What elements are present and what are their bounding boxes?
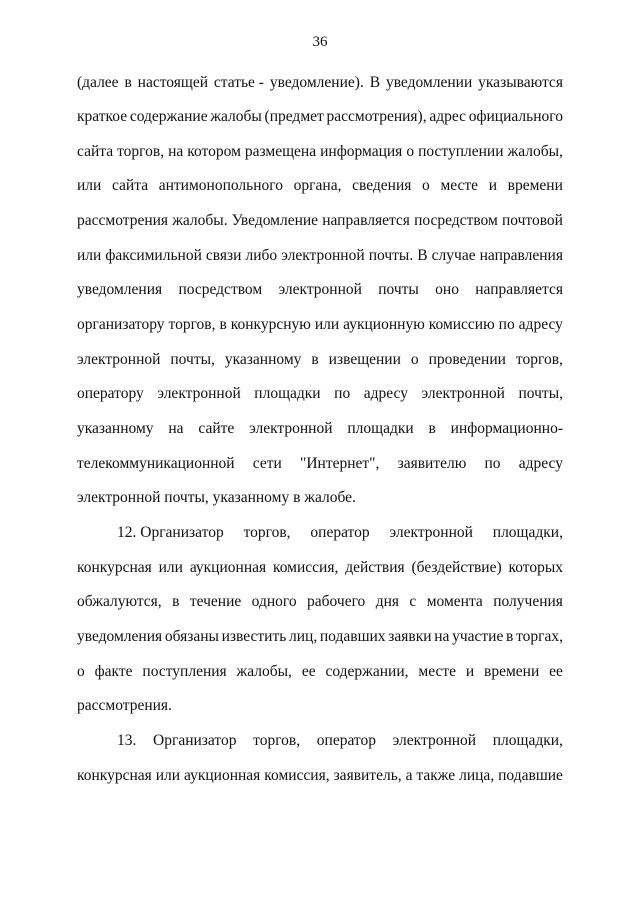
word: Организатор (153, 732, 237, 749)
word: посредством (414, 212, 498, 229)
word: на (168, 143, 184, 160)
word: случае (431, 247, 476, 264)
word: оператору (77, 385, 144, 402)
word: извещении (328, 351, 401, 368)
word: торгах, (516, 628, 563, 645)
word: комиссию (428, 316, 495, 333)
word: сведения (352, 177, 412, 194)
word: рассмотрения (77, 212, 169, 229)
word: почты, (518, 385, 563, 402)
word: по (484, 455, 501, 472)
word: связи (205, 247, 242, 264)
word: уведомлении (385, 74, 473, 91)
word: времени (507, 177, 563, 194)
word: проведении (428, 351, 506, 368)
word: направляется (475, 281, 563, 298)
text-line (77, 176, 563, 196)
word: или (77, 247, 102, 264)
word: почты, (170, 351, 215, 368)
word: электронной почты, указанному в жалобе. (77, 489, 356, 506)
word: сайте (198, 420, 235, 437)
text-line (77, 627, 563, 647)
word: адресу (363, 385, 408, 402)
word: известить (221, 628, 287, 645)
word: адресу (518, 316, 563, 333)
word: электронной (389, 524, 473, 541)
word: о (410, 351, 419, 368)
word: в (428, 420, 436, 437)
word: оператор (310, 524, 370, 541)
word: одного (251, 593, 297, 610)
word: рассмотрения. (77, 697, 172, 714)
word: комиссия, (272, 559, 339, 576)
word: с (409, 593, 417, 610)
word: (бездействие) (411, 559, 502, 576)
word: котором (187, 143, 241, 160)
text-line (77, 142, 563, 162)
text-line (77, 662, 563, 682)
word: также (416, 767, 456, 784)
word: (предмет (264, 108, 324, 125)
word: подавших (319, 628, 386, 645)
word: в (506, 628, 514, 645)
word: сети (252, 455, 282, 472)
word: торгов, (515, 351, 563, 368)
text-line (117, 523, 563, 543)
word: направляется (322, 212, 410, 229)
word: торгов, (243, 524, 291, 541)
word: поступлении (418, 143, 504, 160)
word: конкурсная (77, 767, 152, 784)
word: содержание (129, 108, 208, 125)
word: электронной (421, 385, 505, 402)
word: 13. (117, 732, 137, 749)
word: указываются (478, 74, 563, 91)
word: а (405, 767, 413, 784)
word: 12. Организатор (117, 524, 224, 541)
word: адресу (518, 455, 563, 472)
word: площадки (254, 385, 321, 402)
word: или (155, 767, 181, 784)
word: адрес (429, 108, 466, 125)
word: времени (484, 663, 540, 680)
word: действия (345, 559, 405, 576)
word: указанному (77, 420, 154, 437)
word: жалобы, (236, 663, 292, 680)
word: информационно- (450, 420, 563, 437)
word: о (422, 177, 430, 194)
text-line (77, 384, 563, 404)
text-line (77, 592, 563, 612)
word: по (498, 316, 515, 333)
word: ее (549, 663, 563, 680)
word: или (77, 177, 102, 194)
word: обжалуются, (77, 593, 162, 610)
word: и (465, 663, 475, 680)
word: почты (378, 281, 419, 298)
page-number: 36 (312, 34, 328, 50)
text-line (77, 350, 563, 370)
word: (далее (77, 74, 119, 91)
word: сайта (77, 143, 114, 160)
word: статье - (213, 74, 264, 91)
text-line (77, 488, 563, 508)
word: органа, (293, 177, 342, 194)
word: о (77, 663, 85, 680)
word: лиц, (289, 628, 318, 645)
word: аукционная (189, 559, 267, 576)
word: электронной (392, 732, 477, 749)
word: официального (468, 108, 563, 125)
word: В (369, 74, 381, 91)
text-line (77, 280, 563, 300)
word: электронной (157, 385, 241, 402)
word: конкурсная (77, 559, 152, 576)
word: или (158, 559, 183, 576)
text-line (77, 211, 563, 231)
word: в (219, 316, 227, 333)
word: либо (245, 247, 278, 264)
word: в (172, 593, 180, 610)
text-line (77, 419, 563, 439)
text-line (77, 246, 563, 266)
word: размещена (244, 143, 317, 160)
word: подавшие (498, 767, 563, 784)
word: обязаны (164, 628, 219, 645)
word: заявителю (397, 455, 467, 472)
word: В (417, 247, 428, 264)
word: торгов, (168, 316, 216, 333)
word: электронной (281, 247, 365, 264)
word: аукционная (184, 767, 261, 784)
word: поступления (142, 663, 227, 680)
word: на (168, 420, 184, 437)
word: лица, (459, 767, 495, 784)
word: электронной (249, 420, 333, 437)
word: площадки (347, 420, 414, 437)
word: почтовой (501, 212, 563, 229)
word: дня (375, 593, 400, 610)
word: жалобы, (507, 143, 563, 160)
word: краткое (77, 108, 128, 125)
word: "Интернет", (300, 455, 380, 472)
word: участие (452, 628, 504, 645)
word: оператор (316, 732, 377, 749)
word: комиссия, (264, 767, 330, 784)
text-line (77, 315, 563, 335)
word: торгов, (253, 732, 301, 749)
word: сайта (111, 177, 149, 194)
text-line (77, 107, 563, 127)
word: факсимильной (105, 247, 202, 264)
word: уведомления (77, 281, 163, 298)
word: рабочего (307, 593, 366, 610)
word: торгов, (117, 143, 165, 160)
word: факте (94, 663, 133, 680)
word: и (488, 177, 498, 194)
text-line (77, 73, 563, 93)
text-line (117, 731, 563, 751)
word: организатору (77, 316, 165, 333)
word: по (334, 385, 351, 402)
word: ее (301, 663, 316, 680)
word: электронной (77, 351, 161, 368)
word: Уведомление (231, 212, 319, 229)
word: месте (440, 177, 479, 194)
text-line (77, 696, 563, 716)
word: или (314, 316, 340, 333)
word: на (434, 628, 450, 645)
word: которых (508, 559, 563, 576)
word: жалобы (210, 108, 262, 125)
word: электронной (278, 281, 362, 298)
word: оно (435, 281, 459, 298)
word: заявитель, (333, 767, 402, 784)
word: антимонопольного (158, 177, 283, 194)
word: уведомления (77, 628, 163, 645)
word: почты. (368, 247, 414, 264)
word: получения (493, 593, 563, 610)
word: уведомление). (269, 74, 364, 91)
word: площадки, (492, 524, 563, 541)
word: течение (189, 593, 242, 610)
word: момента (426, 593, 483, 610)
word: конкурсную (230, 316, 311, 333)
word: указанному (224, 351, 302, 368)
word: телекоммуникационной (77, 455, 235, 472)
word: информация (320, 143, 403, 160)
text-line (77, 558, 563, 578)
word: аукционную (343, 316, 425, 333)
word: настоящей (137, 74, 208, 91)
word: в (311, 351, 319, 368)
word: рассмотрения), (326, 108, 427, 125)
word: заявки (388, 628, 432, 645)
word: содержании, (325, 663, 409, 680)
text-line (77, 454, 563, 474)
word: в (124, 74, 132, 91)
word: о (406, 143, 415, 160)
word: жалобы. (172, 212, 228, 229)
word: площадки, (492, 732, 563, 749)
text-line (77, 766, 563, 786)
word: посредством (178, 281, 263, 298)
word: направления (479, 247, 563, 264)
word: месте (418, 663, 456, 680)
